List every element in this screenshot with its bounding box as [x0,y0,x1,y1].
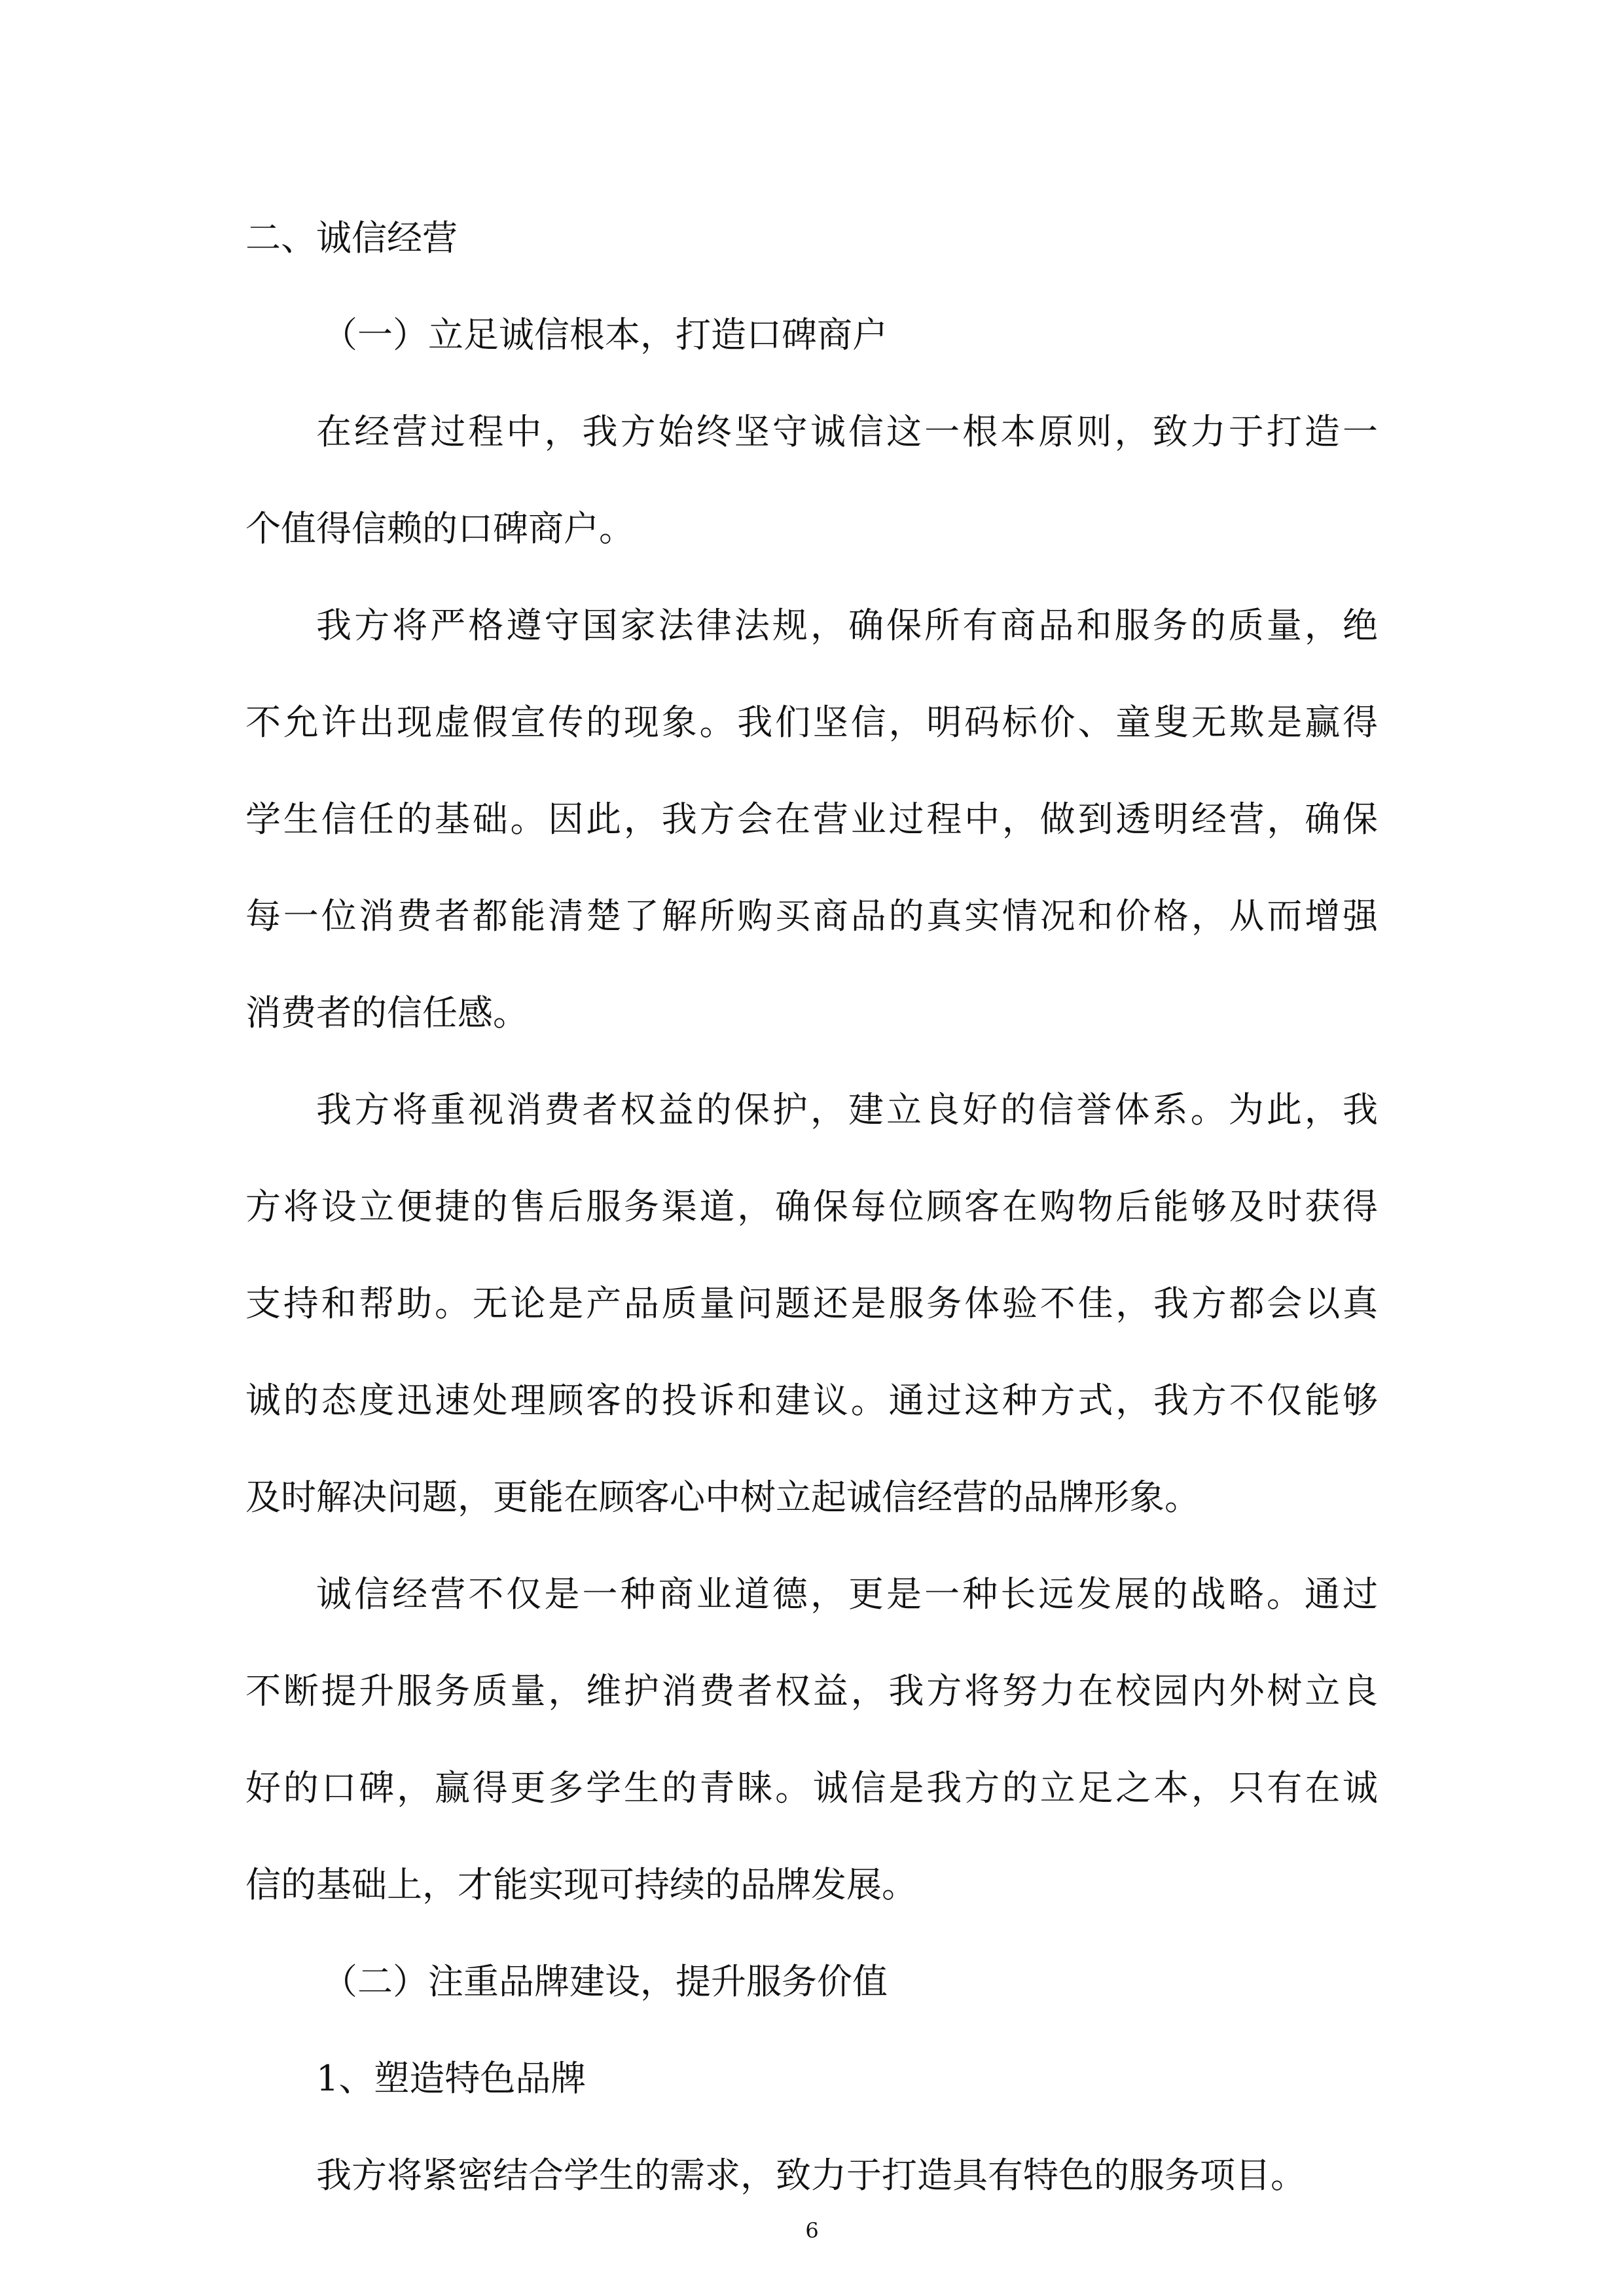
paragraph-line: 消费者的信任感。 [245,992,528,1033]
subsection-heading-1: （一）立足诚信根本，打造口碑商户 [322,314,888,355]
section-heading: 二、诚信经营 [245,217,458,259]
paragraph-line: 不断提升服务质量，维护消费者权益，我方将努力在校园内外树立良 [245,1670,1378,1712]
page-number: 6 [805,2218,819,2243]
paragraph-line: 我方将严格遵守国家法律法规，确保所有商品和服务的质量，绝 [316,605,1378,646]
paragraph-line: 学生信任的基础。因此，我方会在营业过程中，做到透明经营，确保 [245,798,1378,840]
paragraph-line: 好的口碑，赢得更多学生的青睐。诚信是我方的立足之本，只有在诚 [245,1767,1378,1808]
paragraph-3 [245,1062,1378,1546]
document-body [245,190,1378,2224]
paragraph-line: 个值得信赖的口碑商户。 [245,508,634,549]
paragraph-2 [245,577,1378,1062]
paragraph-line: 方将设立便捷的售后服务渠道，确保每位顾客在购物后能够及时获得 [245,1186,1378,1227]
paragraph-line: 每一位消费者都能清楚了解所购买商品的真实情况和价格，从而增强 [245,895,1378,937]
paragraph-line: 在经营过程中，我方始终坚守诚信这一根本原则，致力于打造一 [316,411,1378,452]
paragraph-line: 诚信经营不仅是一种商业道德，更是一种长远发展的战略。通过 [316,1573,1378,1615]
paragraph-line: 不允许出现虚假宣传的现象。我们坚信，明码标价、童叟无欺是赢得 [245,702,1378,743]
paragraph-line: 及时解决问题，更能在顾客心中树立起诚信经营的品牌形象。 [245,1477,1200,1518]
paragraph-line: 信的基础上，才能实现可持续的品牌发展。 [245,1864,917,1905]
paragraph-line: 诚的态度迅速处理顾客的投诉和建议。通过这种方式，我方不仅能够 [245,1380,1378,1421]
paragraph-line: 我方将重视消费者权益的保护，建立良好的信誉体系。为此，我 [316,1089,1378,1130]
paragraph-line: 我方将紧密结合学生的需求，致力于打造具有特色的服务项目。 [316,2155,1306,2196]
subsection-heading-2: （二）注重品牌建设，提升服务价值 [322,1961,888,2002]
paragraph-line: 支持和帮助。无论是产品质量问题还是服务体验不佳，我方都会以真 [245,1283,1378,1324]
paragraph-4 [245,1546,1378,1933]
paragraph-5 [245,2127,1378,2224]
paragraph-1 [245,384,1378,577]
list-item-heading: 1、塑造特色品牌 [316,2058,586,2099]
